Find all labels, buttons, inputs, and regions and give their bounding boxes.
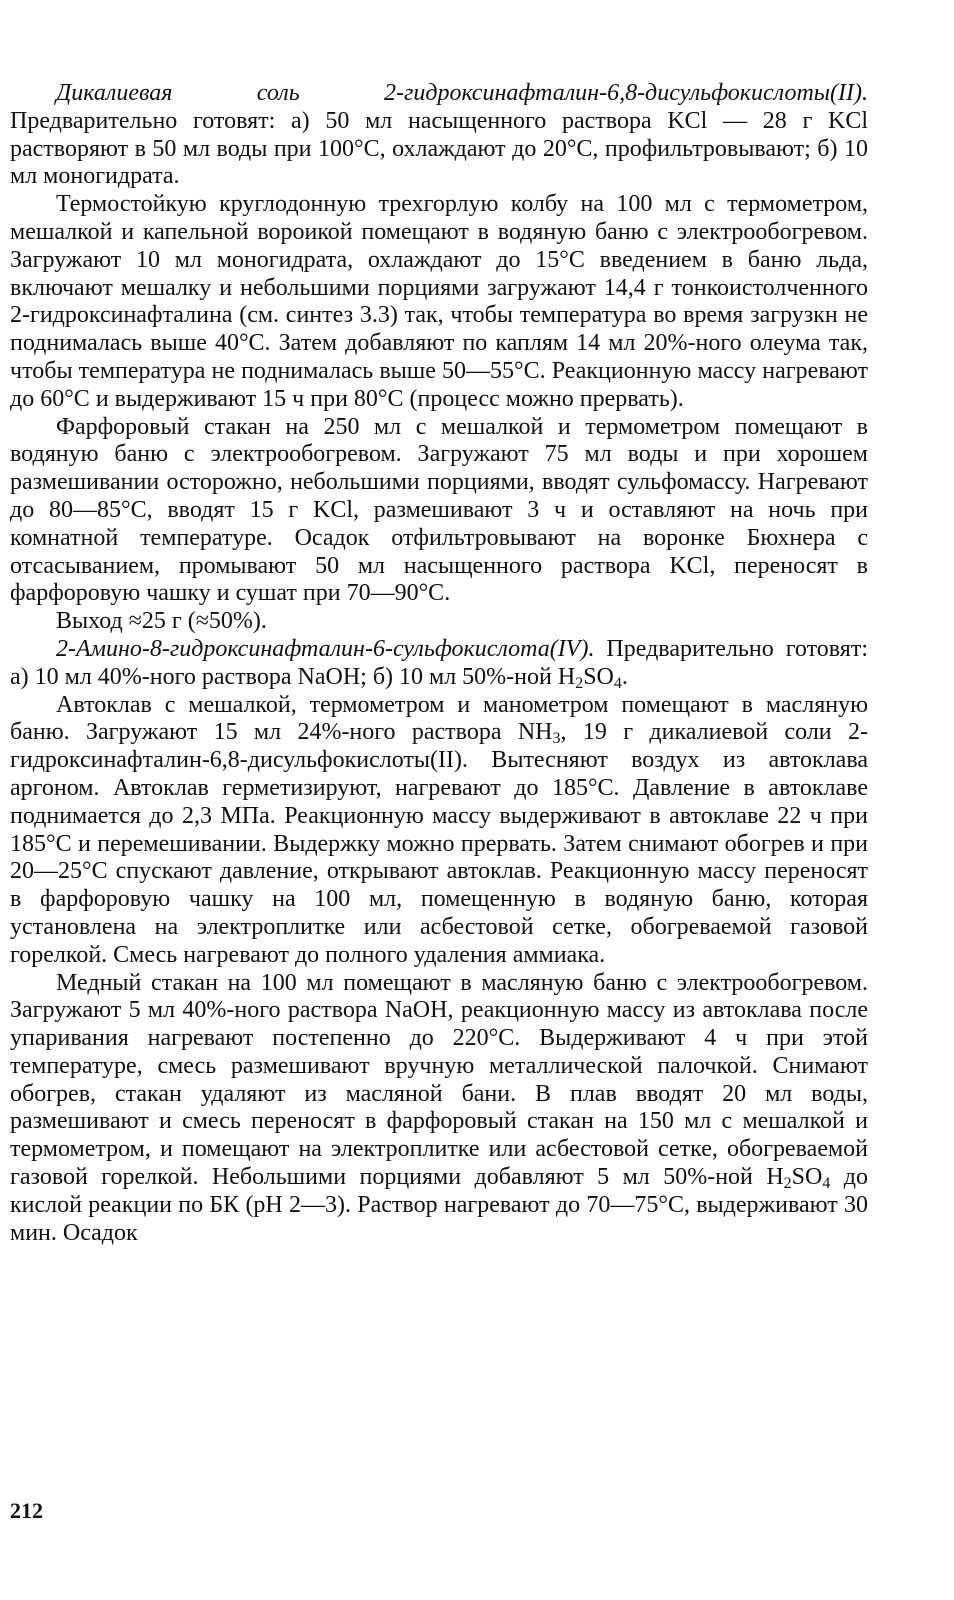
subscript: 3: [552, 730, 561, 748]
paragraph-text: до кислой реакции по БК (рН 2—3). Раствор нагревают до 70—75°С, выдерживают 30 мин. Осадок: [10, 1164, 868, 1246]
paragraph-autoclave: [10, 692, 868, 970]
subscript: 2: [783, 1175, 792, 1193]
section-title-dipotassium-salt: Дикалиевая соль 2-гидроксинафталин-6,8-дисульфокислоты(II).: [56, 80, 868, 106]
paragraph-text: Предварительно готовят: а) 50 мл насыщенного раствора KCl — 28 г KCl растворяют в 50 мл воды при 100°С, охлаждают до 20°С, профильтровывают; б) 10 мл моногидрата.: [10, 107, 868, 190]
paragraph-salting-out: Фарфоровый стакан на 250 мл с мешалкой и термометром помещают в водяную баню с электрообогревом. Загружают 75 мл воды и при хорошем размешивании осторожно, небольшими порциями, вводят сульфомассу. Нагревают до 80—85°С, вводят 15 г KCl, размешивают 3 ч и оставляют на ночь при комнатной температуре. Осадок отфильтровывают на воронке Бюхнера с отсасыванием, промывают 50 мл насыщенного раствора KCl, переносят в фарфоровую чашку и сушат при 70—90°С.: [10, 413, 868, 607]
paragraph-sulfonation: Термостойкую круглодонную трехгорлую колбу на 100 мл с термометром, мешалкой и капельной вороикой помещают в водяную баню с электрообогревом. Загружают 10 мл моногидрата, охлаждают до 15°С введением в баню льда, включают мешалку и небольшими порциями загружают 14,4 г тонкоистолченного 2-гидроксинафталина (см. синтез 3.3) так, чтобы температура во время загрузкн не поднималась выше 40°С. Затем добавляют по каплям 14 мл 20%-ного олеума так, чтобы температура не поднималась выше 50—55°С. Реакционную массу нагревают до 60°С и выдерживают 15 ч при 80°С (процесс можно прервать).: [10, 191, 868, 412]
paragraph-text: Медный стакан на 100 мл помещают в масляную баню с электрообогревом. Загружают 5 мл 40%-ного раствора NaOH, реакционную массу из автоклава после упаривания нагревают постепенно до 220°С. Выдерживают 4 ч при этой температуре, смесь размешивают вручную металлической палочкой. Снимают обогрев, стакан удаляют из масляной бани. В плав вводят 20 мл воды, размешивают и смесь переносят в фарфоровый стакан на 150 мл с мешалкой и термометром, и помещают на электроплитке или асбестовой сетке, обогреваемой газовой горелкой. Небольшими порциями добавляют 5 мл 50%-ной H: [10, 969, 868, 1191]
paragraph-text: SO: [791, 1164, 823, 1191]
subscript: 2: [575, 674, 584, 692]
paragraph-alkali-fusion: [10, 970, 868, 1248]
paragraph-yield: Выход ≈25 г (≈50%).: [56, 608, 267, 635]
subscript: 4: [613, 674, 622, 692]
page-number: 212: [10, 1498, 43, 1523]
subscript: 4: [822, 1175, 831, 1193]
paragraph-text: , 19 г дикалиевой соли 2-гидроксинафталин-6,8-дисульфокислоты(II). Вытесняют воздух из автоклава аргоном. Автоклав герметизируют, нагревают до 185°С. Давление в автоклаве поднимается до 2,3 МПа. Реакционную массу выдерживают в автоклаве 22 ч при 185°С и перемешивании. Выдержку можно прервать. Затем снимают обогрев и при 20—25°С спускают давление, открывают автоклав. Реакционную массу переносят в фарфоровую чашку на 100 мл, помещенную в водяную баню, которая установлена на электроплитке или асбестовой сетке, обогреваемой газовой горелкой. Смесь нагревают до полного удаления аммиака.: [10, 719, 868, 968]
paragraph-dipotassium-salt-intro: [10, 80, 868, 191]
paragraph-amino-acid-intro: [10, 636, 868, 692]
paragraph-text: Предварительно готовят: а) 10 мл 40%-ного раствора NaOH; б) 10 мл 50%-ной H: [10, 635, 868, 690]
section-title-amino-acid: 2-Амино-8-гидроксинафталин-6-сульфокислота(IV).: [56, 635, 595, 662]
paragraph-text: Автоклав с мешалкой, термометром и манометром помещают в масляную баню. Загружают 15 мл 24%-ного раствора NH: [10, 691, 868, 746]
paragraph-text: .: [621, 663, 628, 690]
page-body: [10, 80, 868, 1247]
paragraph-text: SO: [583, 663, 614, 690]
